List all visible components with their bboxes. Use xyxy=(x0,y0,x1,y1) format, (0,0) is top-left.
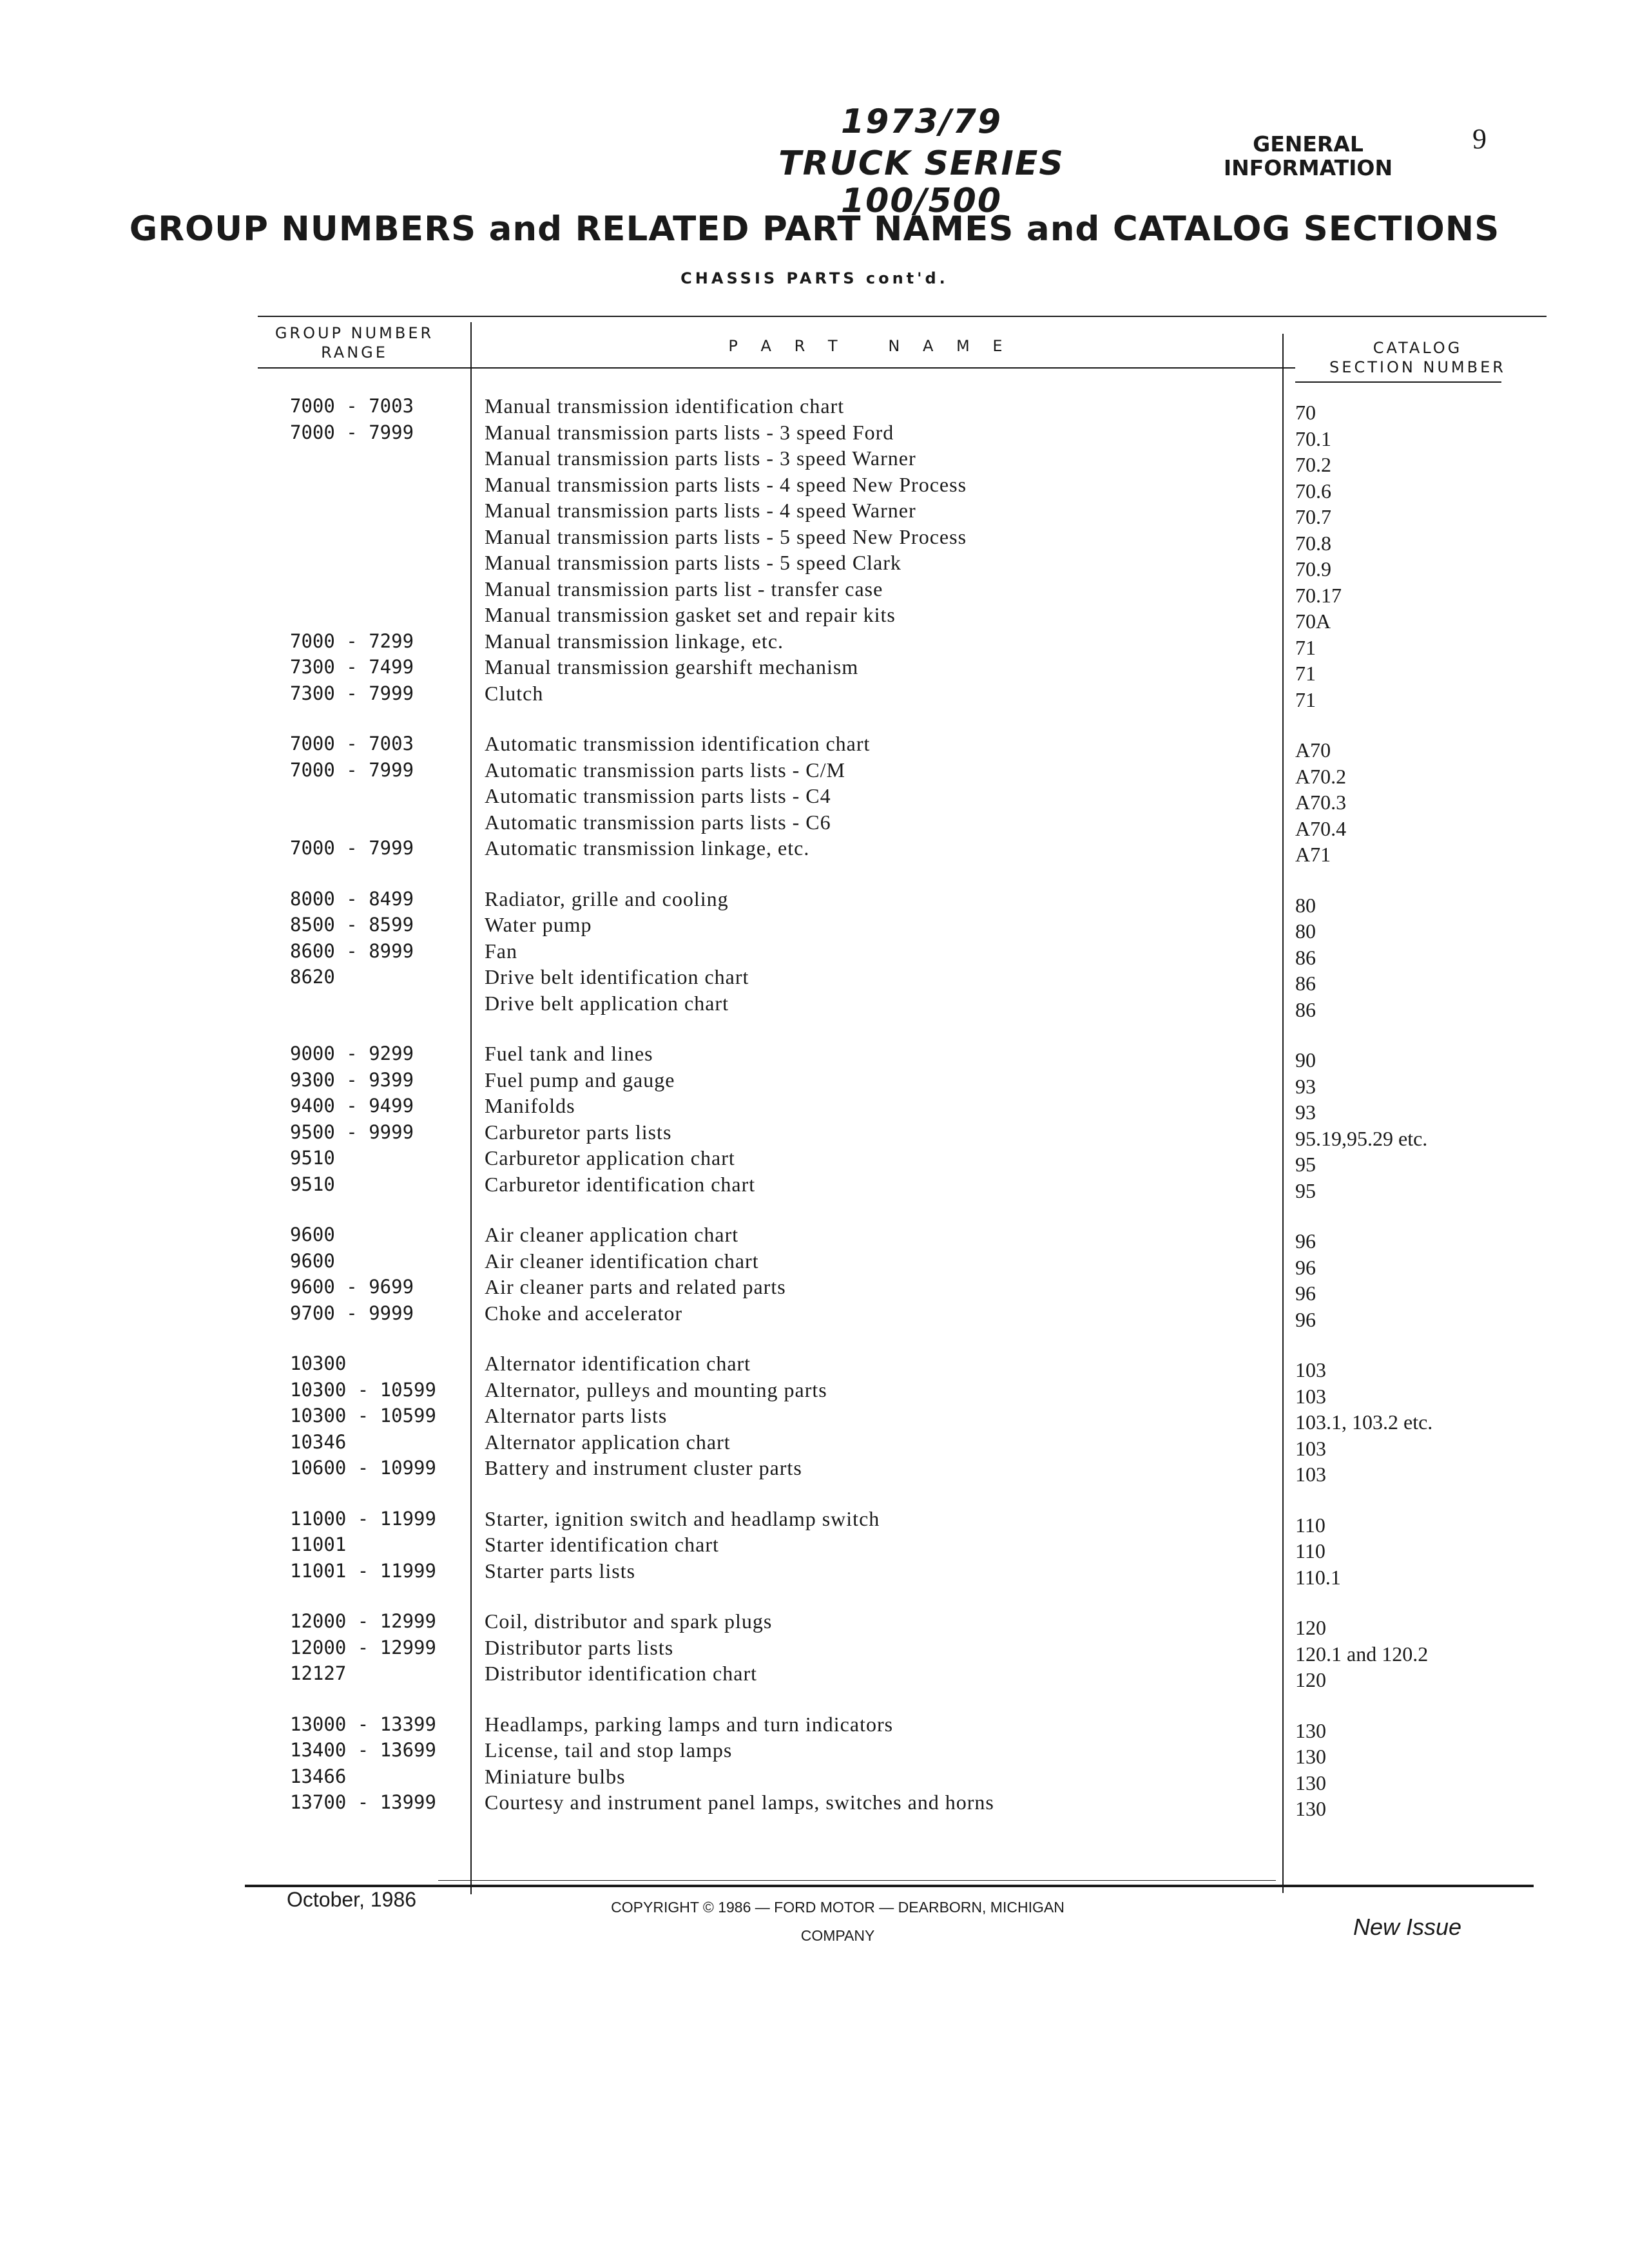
catalog-section: 96 xyxy=(1295,1282,1316,1305)
group-number-range: 7300 - 7999 xyxy=(290,682,414,704)
group-number-range: 10300 - 10599 xyxy=(290,1405,436,1427)
group-number-range: 9600 xyxy=(290,1224,335,1245)
part-name: Alternator identification chart xyxy=(485,1352,751,1375)
group-number-range: 11001 - 11999 xyxy=(290,1559,436,1582)
part-name: Courtesy and instrument panel lamps, switches and horns xyxy=(485,1791,994,1814)
part-name: Drive belt application chart xyxy=(485,991,729,1015)
catalog-section: 86 xyxy=(1295,997,1316,1021)
part-name: Battery and instrument cluster parts xyxy=(485,1456,802,1479)
catalog-section: 71 xyxy=(1295,687,1316,711)
column-divider-left xyxy=(470,322,472,1894)
part-name: Manual transmission parts lists - 5 speed New Process xyxy=(485,524,967,548)
part-name: Manual transmission parts list - transfer case xyxy=(485,577,883,601)
section-label xyxy=(1211,132,1405,180)
part-name: Clutch xyxy=(485,681,544,705)
group-number-range: 10346 xyxy=(290,1430,347,1453)
catalog-section: 120 xyxy=(1295,1668,1326,1691)
table-bottom-rule-thin xyxy=(438,1880,1276,1881)
part-name: Miniature bulbs xyxy=(485,1764,626,1788)
part-name: Fuel pump and gauge xyxy=(485,1068,675,1091)
part-name: Radiator, grille and cooling xyxy=(485,887,729,910)
column-header-catalog xyxy=(1315,338,1521,377)
group-number-range: 9600 xyxy=(290,1249,335,1272)
catalog-section: 70A xyxy=(1295,610,1331,633)
part-name: Automatic transmission linkage, etc. xyxy=(485,836,810,860)
part-name: Fan xyxy=(485,939,517,963)
group-number-range: 9600 - 9699 xyxy=(290,1276,414,1298)
footer-status: New Issue xyxy=(1353,1914,1462,1940)
catalog-section: 120 xyxy=(1295,1616,1326,1639)
catalog-section: 70.2 xyxy=(1295,453,1331,476)
catalog-section: 95.19,95.29 etc. xyxy=(1295,1126,1428,1150)
group-number-range: 12000 - 12999 xyxy=(290,1610,436,1632)
page-title: GROUP NUMBERS and RELATED PART NAMES and CATALOG SECTIONS xyxy=(129,209,1500,249)
group-number-range: 8500 - 8599 xyxy=(290,914,414,936)
catalog-section: 70.8 xyxy=(1295,531,1331,555)
table-header-rule-left xyxy=(258,367,1295,369)
group-number-range: 9510 xyxy=(290,1173,335,1195)
catalog-section: 120.1 and 120.2 xyxy=(1295,1642,1429,1666)
table-bottom-rule xyxy=(245,1885,1534,1887)
catalog-section: 93 xyxy=(1295,1074,1316,1098)
group-number-range: 7000 - 7003 xyxy=(290,733,414,754)
group-number-range: 8620 xyxy=(290,966,335,988)
part-name: Manual transmission parts lists - 4 speed Warner xyxy=(485,499,916,522)
footer-copyright xyxy=(580,1893,1095,1950)
group-number-range: 9510 xyxy=(290,1147,335,1169)
group-number-range: 7000 - 7003 xyxy=(290,395,414,417)
catalog-section: 103 xyxy=(1295,1436,1326,1460)
catalog-section: 70 xyxy=(1295,401,1316,424)
catalog-section: 103.1, 103.2 etc. xyxy=(1295,1410,1433,1434)
page-number: 9 xyxy=(1472,123,1487,155)
footer-date: October, 1986 xyxy=(287,1888,417,1911)
group-number-range: 7000 - 7299 xyxy=(290,629,414,652)
part-name: Manual transmission parts lists - 3 speed Warner xyxy=(485,447,916,470)
part-name: Automatic transmission parts lists - C6 xyxy=(485,810,831,834)
part-name: Alternator parts lists xyxy=(485,1404,668,1427)
part-name: Air cleaner application chart xyxy=(485,1223,739,1246)
page-subtitle: CHASSIS PARTS cont'd. xyxy=(680,269,949,287)
group-number-range: 7000 - 7999 xyxy=(290,837,414,859)
group-number-range: 9400 - 9499 xyxy=(290,1095,414,1117)
group-number-range: 9700 - 9999 xyxy=(290,1302,414,1324)
catalog-section: 90 xyxy=(1295,1048,1316,1072)
catalog-section: 130 xyxy=(1295,1771,1326,1794)
group-number-range: 9000 - 9299 xyxy=(290,1043,414,1064)
catalog-section: 71 xyxy=(1295,635,1316,659)
catalog-section: 70.1 xyxy=(1295,427,1331,450)
catalog-section: 71 xyxy=(1295,662,1316,685)
part-name: Manual transmission parts lists - 5 speed Clark xyxy=(485,551,901,574)
part-name: Starter, ignition switch and headlamp switch xyxy=(485,1506,880,1530)
catalog-section: 80 xyxy=(1295,919,1316,943)
catalog-section: 80 xyxy=(1295,893,1316,917)
group-number-range: 13400 - 13699 xyxy=(290,1739,436,1761)
catalog-section: 70.9 xyxy=(1295,557,1331,581)
part-name: Alternator application chart xyxy=(485,1430,731,1454)
group-number-range: 10300 xyxy=(290,1352,347,1374)
part-name: Manifolds xyxy=(485,1094,575,1117)
column-header-range-line2: RANGE xyxy=(321,343,388,361)
catalog-section: 95 xyxy=(1295,1153,1316,1176)
catalog-section: 95 xyxy=(1295,1178,1316,1202)
group-number-range: 13466 xyxy=(290,1765,347,1787)
column-header-range-line1: GROUP NUMBER xyxy=(275,324,434,342)
group-number-range: 10300 - 10599 xyxy=(290,1378,436,1401)
part-name: Manual transmission gearshift mechanism xyxy=(485,655,859,678)
part-name: Carburetor identification chart xyxy=(485,1172,756,1196)
group-number-range: 9300 - 9399 xyxy=(290,1068,414,1091)
catalog-section: 130 xyxy=(1295,1745,1326,1768)
group-number-range: 7000 - 7999 xyxy=(290,758,414,781)
group-number-range: 8600 - 8999 xyxy=(290,939,414,962)
part-name: Manual transmission gasket set and repair kits xyxy=(485,603,896,626)
catalog-section: 103 xyxy=(1295,1384,1326,1408)
footer-copyright-line2: COMPANY xyxy=(800,1927,875,1944)
catalog-section: 130 xyxy=(1295,1718,1326,1742)
part-name: Manual transmission linkage, etc. xyxy=(485,629,784,653)
catalog-section: 96 xyxy=(1295,1229,1316,1253)
section-label-line1: GENERAL xyxy=(1253,131,1364,157)
part-name: Manual transmission identification chart xyxy=(485,394,845,418)
part-name: Coil, distributor and spark plugs xyxy=(485,1610,773,1633)
catalog-section: 96 xyxy=(1295,1255,1316,1279)
part-name: Automatic transmission parts lists - C4 xyxy=(485,784,831,807)
part-name: Starter parts lists xyxy=(485,1559,636,1582)
group-number-range: 9500 - 9999 xyxy=(290,1120,414,1143)
group-number-range: 10600 - 10999 xyxy=(290,1457,436,1479)
catalog-section: 86 xyxy=(1295,972,1316,995)
column-divider-right xyxy=(1282,334,1284,1893)
part-name: Carburetor parts lists xyxy=(485,1120,672,1144)
part-name: Headlamps, parking lamps and turn indicators xyxy=(485,1712,894,1736)
group-number-range: 12000 - 12999 xyxy=(290,1636,436,1658)
group-number-range: 11000 - 11999 xyxy=(290,1507,436,1530)
catalog-section: A70 xyxy=(1295,738,1331,762)
column-header-range xyxy=(258,323,451,362)
part-name: License, tail and stop lamps xyxy=(485,1738,733,1762)
header-series: TRUCK SERIES 100/500 xyxy=(778,144,1065,220)
part-name: Air cleaner identification chart xyxy=(485,1249,759,1273)
column-header-catalog-line1: CATALOG xyxy=(1373,339,1463,357)
catalog-section: A70.4 xyxy=(1295,816,1347,840)
part-name: Fuel tank and lines xyxy=(485,1042,653,1065)
catalog-section: 103 xyxy=(1295,1358,1326,1381)
catalog-section: 70.6 xyxy=(1295,479,1331,503)
part-name: Carburetor application chart xyxy=(485,1146,735,1169)
catalog-section: A70.3 xyxy=(1295,791,1347,814)
part-name: Automatic transmission parts lists - C/M xyxy=(485,758,845,782)
part-name: Choke and accelerator xyxy=(485,1301,683,1325)
catalog-section: 110.1 xyxy=(1295,1565,1341,1589)
group-number-range: 11001 xyxy=(290,1533,347,1555)
column-header-catalog-line2: SECTION NUMBER xyxy=(1329,358,1506,376)
group-number-range: 12127 xyxy=(290,1662,347,1684)
part-name: Distributor identification chart xyxy=(485,1662,757,1685)
group-number-range: 13700 - 13999 xyxy=(290,1791,436,1813)
group-number-range: 7300 - 7499 xyxy=(290,656,414,678)
part-name: Manual transmission parts lists - 3 speed Ford xyxy=(485,420,894,444)
part-name: Automatic transmission identification chart xyxy=(485,732,871,755)
catalog-section: 70.17 xyxy=(1295,583,1342,607)
section-label-line2: INFORMATION xyxy=(1223,155,1393,180)
header-years: 1973/79 xyxy=(840,102,1003,141)
catalog-section: A71 xyxy=(1295,843,1331,866)
group-number-range: 13000 - 13399 xyxy=(290,1713,436,1735)
catalog-section: 93 xyxy=(1295,1100,1316,1124)
part-name: Alternator, pulleys and mounting parts xyxy=(485,1378,827,1401)
part-name: Water pump xyxy=(485,913,592,936)
catalog-section: 110 xyxy=(1295,1539,1325,1562)
table-header-rule-right xyxy=(1295,381,1501,383)
catalog-section: 130 xyxy=(1295,1797,1326,1820)
part-name: Air cleaner parts and related parts xyxy=(485,1275,786,1298)
footer-copyright-line1: COPYRIGHT © 1986 — FORD MOTOR — DEARBORN, MICHIGAN xyxy=(611,1899,1065,1916)
column-header-part-name: P A R T N A M E xyxy=(728,337,1012,355)
part-name: Drive belt identification chart xyxy=(485,965,749,988)
table-top-rule xyxy=(258,316,1547,317)
part-name: Starter identification chart xyxy=(485,1533,719,1556)
catalog-section: 96 xyxy=(1295,1307,1316,1331)
part-name: Distributor parts lists xyxy=(485,1635,674,1659)
catalog-section: A70.2 xyxy=(1295,764,1347,788)
catalog-section: 103 xyxy=(1295,1463,1326,1486)
part-name: Manual transmission parts lists - 4 speed New Process xyxy=(485,472,967,496)
catalog-section: 110 xyxy=(1295,1513,1325,1537)
catalog-section: 70.7 xyxy=(1295,505,1331,528)
group-number-range: 7000 - 7999 xyxy=(290,421,414,443)
catalog-section: 86 xyxy=(1295,945,1316,969)
group-number-range: 8000 - 8499 xyxy=(290,887,414,910)
